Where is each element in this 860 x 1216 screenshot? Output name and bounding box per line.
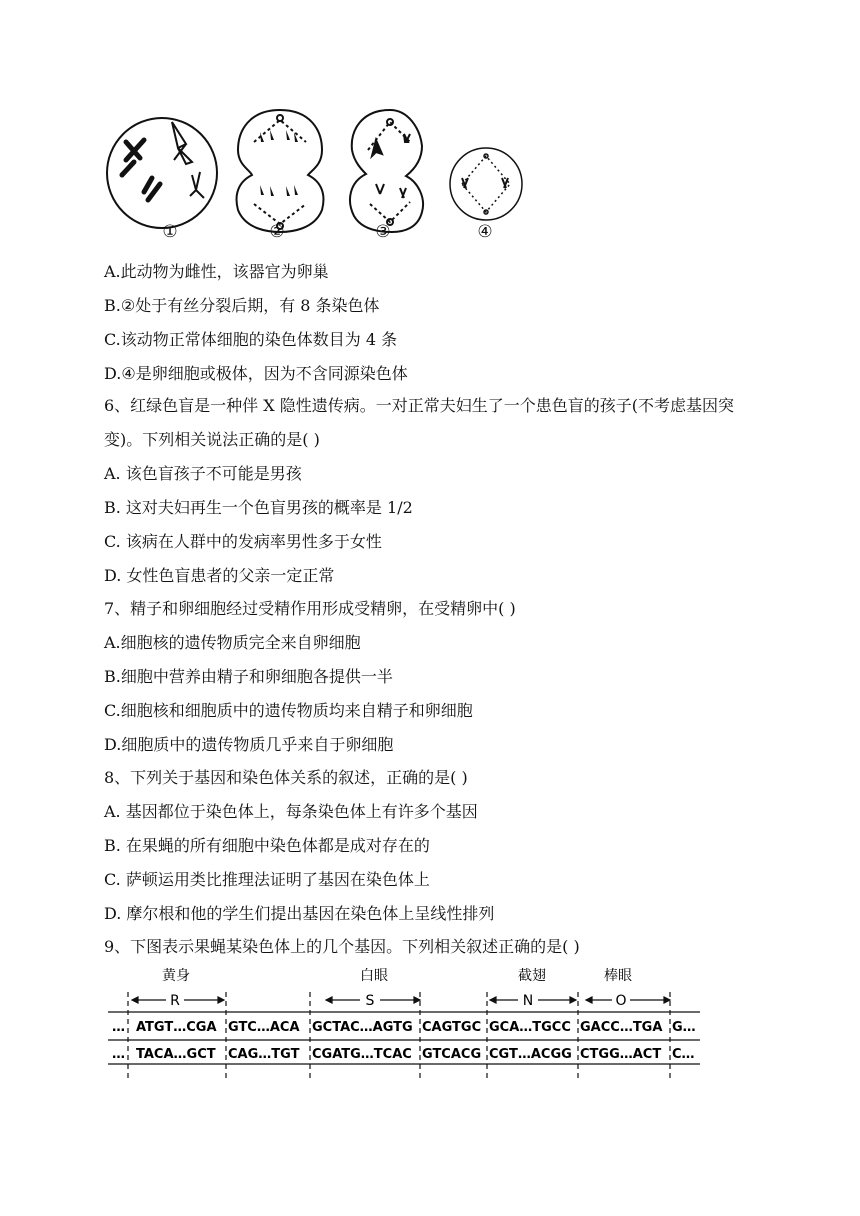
q8-option-a: A. 基因都位于染色体上，每条染色体上有许多个基因 <box>104 802 478 821</box>
cell-1-diagram <box>107 118 217 228</box>
gene-label-r: R <box>170 993 180 1009</box>
q7-option-b: B.细胞中营养由精子和卵细胞各提供一半 <box>104 667 393 686</box>
q7-stem: 7、精子和卵细胞经过受精作用形成受精卵，在受精卵中( ) <box>104 599 516 618</box>
gene-map-svg <box>104 960 704 1080</box>
bottom-seg-3: CGATG…TCAC <box>312 1047 412 1062</box>
gene-map-figure <box>104 960 704 1080</box>
top-seg-3: GCTAC…AGTG <box>312 1020 413 1035</box>
caption-2: ② <box>269 222 285 242</box>
q5-option-b: B.②处于有丝分裂后期，有 8 条染色体 <box>104 296 380 315</box>
gene-boundaries <box>128 992 670 1078</box>
caption-3: ③ <box>375 222 391 242</box>
q9-stem: 9、下图表示果蝇某染色体上的几个基因。下列相关叙述正确的是( ) <box>104 937 580 956</box>
q5-option-d: D.④是卵细胞或极体，因为不含同源染色体 <box>104 364 408 383</box>
gene-arrows <box>132 997 670 1003</box>
cell-4-diagram <box>450 148 522 220</box>
bottom-seg-7: C… <box>672 1047 695 1062</box>
top-seg-7: G… <box>672 1020 696 1035</box>
q7-option-a: A.细胞核的遗传物质完全来自卵细胞 <box>104 633 361 652</box>
q5-option-a: A.此动物为雌性，该器官为卵巢 <box>104 262 329 281</box>
q6-option-a: A. 该色盲孩子不可能是男孩 <box>104 464 302 483</box>
bottom-seg-5: CGT…ACGG <box>489 1047 572 1062</box>
bottom-seg-4: GTCACG <box>422 1047 482 1062</box>
cell-2-diagram <box>237 110 324 232</box>
bottom-seg-0: … <box>112 1047 125 1062</box>
q8-option-d: D. 摩尔根和他的学生们提出基因在染色体上呈线性排列 <box>104 904 495 923</box>
strand-top <box>112 1020 696 1035</box>
trait-label-white-eye: 白眼 <box>360 968 388 984</box>
bottom-seg-2: CAG…TGT <box>228 1047 300 1062</box>
top-seg-2: GTC…ACA <box>228 1020 300 1035</box>
strand-bottom <box>112 1047 695 1062</box>
trait-label-bar-eye: 棒眼 <box>604 968 632 984</box>
cell-3-diagram <box>350 110 423 232</box>
q8-option-b: B. 在果蝇的所有细胞中染色体都是成对存在的 <box>104 836 430 855</box>
q6-stem: 6、红绿色盲是一种伴 X 隐性遗传病。一对正常夫妇生了一个患色盲的孩子(不考虑基因突变)。下列相关说法正确的是( ) <box>104 396 734 449</box>
gene-label-s: S <box>365 993 375 1009</box>
top-seg-6: GACC…TGA <box>580 1020 663 1035</box>
top-seg-0: … <box>112 1020 125 1035</box>
q8-option-c: C. 萨顿运用类比推理法证明了基因在染色体上 <box>104 870 430 889</box>
trait-label-yellow-body: 黄身 <box>162 968 190 984</box>
trait-label-cut-wing: 截翅 <box>518 968 546 984</box>
q7-option-d: D.细胞质中的遗传物质几乎来自于卵细胞 <box>104 735 394 754</box>
caption-4: ④ <box>477 222 493 242</box>
q7-option-c: C.细胞核和细胞质中的遗传物质均来自精子和卵细胞 <box>104 701 473 720</box>
top-seg-1: ATGT…CGA <box>136 1020 217 1035</box>
top-seg-4: CAGTGC <box>422 1020 482 1035</box>
q6-option-b: B. 这对夫妇再生一个色盲男孩的概率是 1/2 <box>104 498 413 517</box>
q8-stem: 8、下列关于基因和染色体关系的叙述，正确的是( ) <box>104 768 468 787</box>
gene-label-n: N <box>522 993 534 1009</box>
gene-label-o: O <box>615 993 627 1009</box>
q6-option-c: C. 该病在人群中的发病率男性多于女性 <box>104 532 382 551</box>
bottom-seg-1: TACA…GCT <box>136 1047 216 1062</box>
bottom-seg-6: CTGG…ACT <box>580 1047 662 1062</box>
q6-option-d: D. 女性色盲患者的父亲一定正常 <box>104 566 335 585</box>
top-seg-5: GCA…TGCC <box>489 1020 571 1035</box>
q5-option-c: C.该动物正常体细胞的染色体数目为 4 条 <box>104 330 398 349</box>
caption-1: ① <box>162 222 178 242</box>
